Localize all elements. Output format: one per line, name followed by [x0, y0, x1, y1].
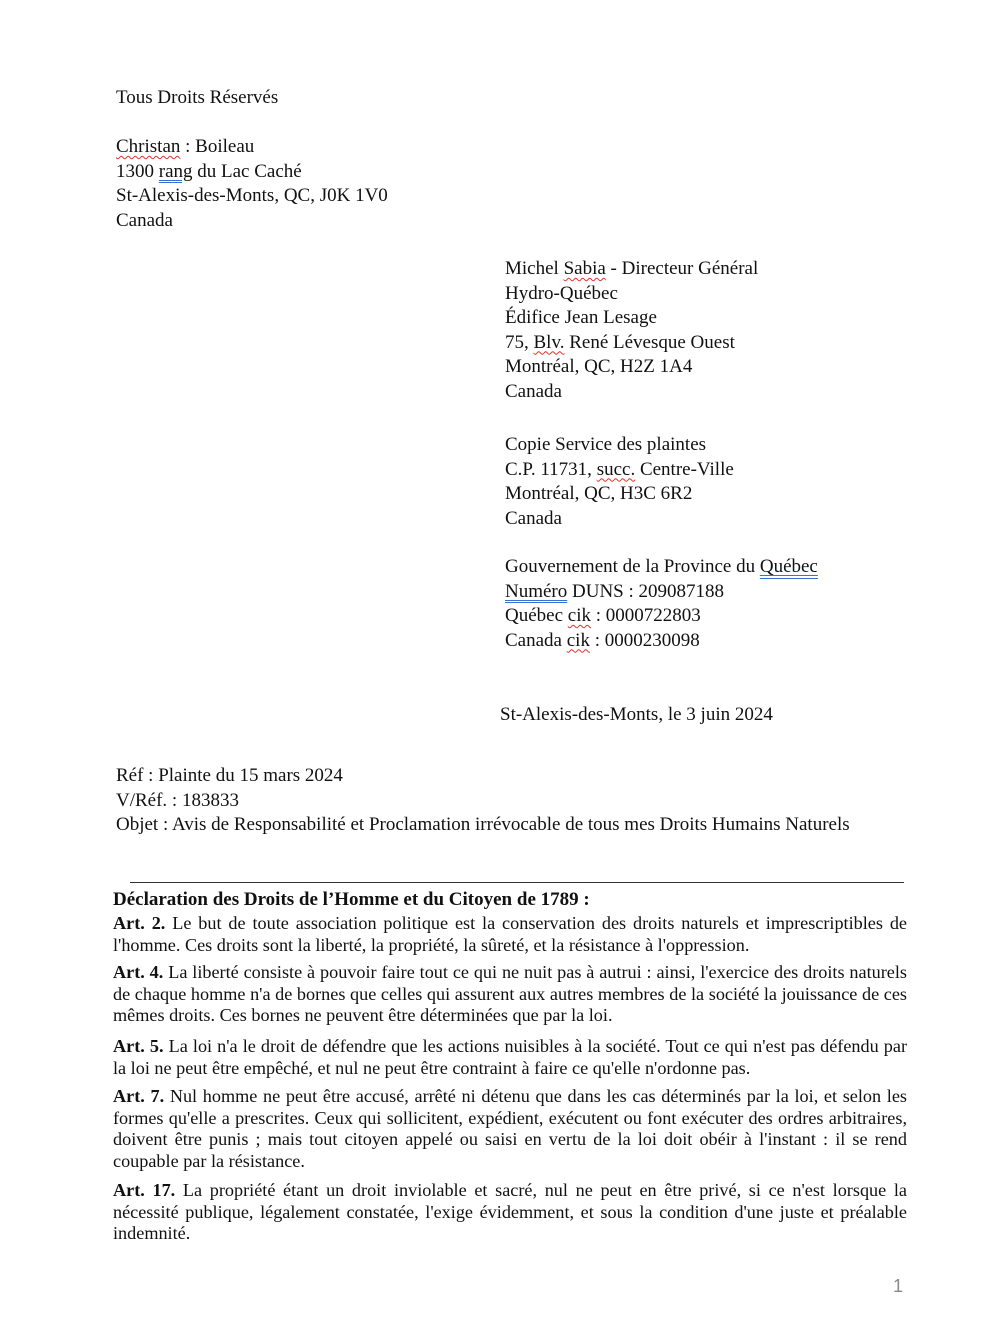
article-17	[113, 1180, 907, 1245]
spellcheck-word[interactable]: Sabia	[563, 258, 606, 279]
sender-address	[116, 135, 388, 233]
grammar-word[interactable]: Québec	[759, 556, 818, 577]
recipient-address	[505, 257, 758, 404]
recipient-building: Édifice Jean Lesage	[505, 307, 657, 328]
spellcheck-word[interactable]: cik	[567, 605, 591, 626]
government-block	[505, 555, 818, 653]
canada-cik-line: Canada cik : 0000230098	[505, 629, 700, 651]
page-number: 1	[893, 1276, 904, 1296]
copy-country: Canada	[505, 507, 562, 529]
article-text: La propriété étant un droit inviolable et sacré, nul ne peut en être privé, si ce n'est lorsque la nécessité publique, légalement constatée, l'exige évidemment, et sous la condition d'une juste et préalable indemnité.	[113, 1180, 907, 1243]
separator-line	[130, 882, 904, 883]
duns-line: Numéro DUNS : 209087188	[505, 580, 725, 602]
article-7	[113, 1086, 907, 1172]
spellcheck-word[interactable]: cik	[566, 629, 590, 651]
sender-street: 1300 rang du Lac Caché	[116, 160, 302, 182]
article-text: Nul homme ne peut être accusé, arrêté ni détenu que dans les cas déterminés par la loi, et selon les formes qu'elle a prescrites. Ceux qui sollicitent, expédient, exécutent ou font exécuter des ordres arbitraires, doivent être punis ; mais tout citoyen appelé ou saisi en vertu de la loi doit obéir à l'instant : il se rend coupable par la résistance.	[113, 1086, 908, 1171]
quebec-cik-line: Québec cik : 0000722803	[505, 605, 701, 626]
sender-city: St-Alexis-des-Monts, QC, J0K 1V0	[116, 185, 388, 206]
copy-title: Copie Service des plaintes	[505, 434, 707, 455]
article-label: Art. 5.	[113, 1036, 164, 1056]
object-line: Objet : Avis de Responsabilité et Proclamation irrévocable de tous mes Droits Humains Naturels	[116, 814, 850, 835]
recipient-name: Michel Sabia - Directeur Général	[505, 258, 759, 279]
date-line: St-Alexis-des-Monts, le 3 juin 2024	[500, 704, 773, 725]
sender-name: Christan : Boileau	[116, 136, 255, 157]
government-line: Gouvernement de la Province du Québec	[505, 556, 818, 577]
copy-box: C.P. 11731, succ. Centre-Ville	[505, 458, 734, 480]
article-2	[113, 913, 907, 956]
sender-country: Canada	[116, 209, 173, 231]
declaration-title: Déclaration des Droits de l’Homme et du Citoyen de 1789 :	[113, 889, 590, 910]
article-text: Le but de toute association politique est la conservation des droits naturels et imprescriptibles de l'homme. Ces droits sont la liberté, la propriété, la sûreté, et la résistance à l'oppression.	[113, 913, 908, 955]
recipient-street: 75, Blv. René Lévesque Ouest	[505, 331, 735, 353]
references-block	[116, 764, 850, 838]
spellcheck-word[interactable]: Christan	[116, 136, 181, 157]
reference-line: Réf : Plainte du 15 mars 2024	[116, 765, 343, 786]
article-label: Art. 17.	[113, 1180, 176, 1200]
grammar-word[interactable]: rang	[158, 160, 193, 182]
grammar-word[interactable]: Numéro	[505, 580, 568, 602]
recipient-org: Hydro-Québec	[505, 282, 618, 304]
your-reference-line: V/Réf. : 183833	[116, 789, 239, 811]
recipient-city: Montréal, QC, H2Z 1A4	[505, 356, 693, 377]
article-label: Art. 2.	[113, 913, 166, 933]
recipient-country: Canada	[505, 380, 562, 402]
article-label: Art. 4.	[113, 962, 164, 982]
article-5	[113, 1036, 907, 1079]
copy-city: Montréal, QC, H3C 6R2	[505, 483, 693, 504]
article-text: La liberté consiste à pouvoir faire tout ce qui ne nuit pas à autrui : ainsi, l'exercice des droits naturels de chaque homme n'a de bornes que celles qui assurent aux autres membres de la société la jouissance de ces mêmes droits. Ces bornes ne peuvent être déterminées que par la loi.	[113, 962, 907, 1025]
spellcheck-word[interactable]: succ.	[596, 458, 636, 480]
spellcheck-word[interactable]: Blv.	[533, 331, 565, 353]
rights-notice: Tous Droits Réservés	[116, 87, 279, 108]
article-label: Art. 7.	[113, 1086, 165, 1106]
copy-address	[505, 433, 734, 531]
article-text: La loi n'a le droit de défendre que les actions nuisibles à la société. Tout ce qui n'est pas défendu par la loi ne peut être empêché, et nul ne peut être contraint à faire ce qu'elle n'ordonne pas.	[113, 1036, 907, 1078]
article-4	[113, 962, 907, 1027]
